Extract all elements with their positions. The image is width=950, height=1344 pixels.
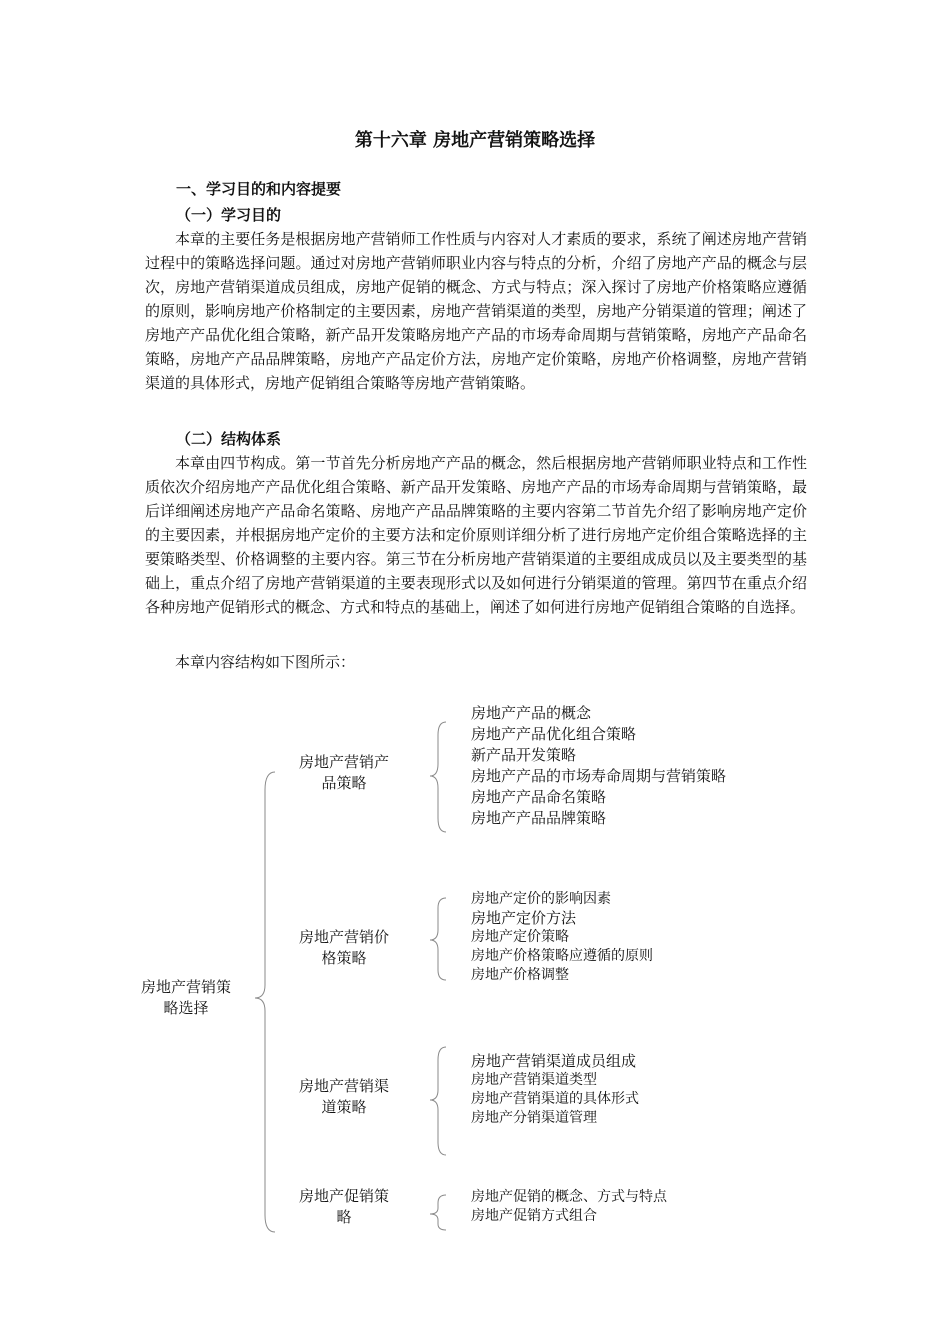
list-item: 房地产促销的概念、方式与特点 xyxy=(471,1189,667,1205)
list-item: 房地产价格策略应遵循的原则 xyxy=(471,948,653,964)
root-brace xyxy=(255,772,275,1232)
list-item: 房地产营销渠道成员组成 xyxy=(471,1052,637,1070)
list-item: 房地产产品的概念 xyxy=(471,704,592,722)
channel-brace xyxy=(430,1047,446,1155)
group-promotion: 房地产促销策略 xyxy=(298,1187,389,1226)
list-item: 房地产定价策略 xyxy=(471,929,569,945)
list-item: 房地产定价方法 xyxy=(471,909,577,927)
promotion-items xyxy=(471,1188,667,1226)
list-item: 房地产价格调整 xyxy=(471,967,569,983)
price-items xyxy=(471,890,653,985)
list-item: 房地产产品的市场寿命周期与营销策略 xyxy=(471,767,727,785)
promo-brace xyxy=(430,1195,446,1230)
subsection-heading-structure: （二）结构体系 xyxy=(176,430,282,448)
list-item: 房地产营销渠道的具体形式 xyxy=(471,1091,639,1107)
subsection-heading-purpose: （一）学习目的 xyxy=(176,206,282,224)
product-brace xyxy=(430,722,446,832)
section-heading: 一、学习目的和内容提要 xyxy=(176,180,342,198)
list-item: 房地产定价的影响因素 xyxy=(471,891,611,907)
group-product: 房地产营销产品策略 xyxy=(298,753,389,792)
list-item: 新产品开发策略 xyxy=(471,746,577,764)
list-item: 房地产分销渠道管理 xyxy=(471,1110,597,1126)
list-item: 房地产产品品牌策略 xyxy=(471,809,607,827)
group-channel: 房地产营销渠道策略 xyxy=(298,1077,389,1116)
structure-paragraph: 本章由四节构成。第一节首先分析房地产产品的概念，然后根据房地产营销师职业特点和工作性质依次介绍房地产产品优化组合策略、新产品开发策略、房地产产品的市场寿命周期与营销策略，最后详细阐述房地产产品命名策略、房地产产品品牌策略的主要内容第二节首先介绍了影响房地产定价的主要因素，并根据房地产定价的主要方法和定价原则详细分析了进行房地产定价组合策略选择的主要策略类型、价格调整的主要内容。第三节在分析房地产营销渠道的主要组成成员以及主要类型的基础上，重点介绍了房地产营销渠道的主要表现形式以及如何进行分销渠道的管理。第四节在重点介绍各种房地产促销形式的概念、方式和特点的基础上，阐述了如何进行房地产促销组合策略的自选择。 xyxy=(145,454,807,616)
product-items xyxy=(471,703,726,829)
page-title: 第十六章 房地产营销策略选择 xyxy=(354,130,596,151)
channel-items xyxy=(471,1052,639,1128)
group-price: 房地产营销价格策略 xyxy=(298,928,389,967)
price-brace xyxy=(430,898,446,980)
list-item: 房地产产品命名策略 xyxy=(471,788,607,806)
diagram-caption: 本章内容结构如下图所示： xyxy=(175,653,356,671)
list-item: 房地产营销渠道类型 xyxy=(471,1072,597,1088)
purpose-paragraph: 本章的主要任务是根据房地产营销师工作性质与内容对人才素质的要求，系统了阐述房地产营销过程中的策略选择问题。通过对房地产营销师职业内容与特点的分析，介绍了房地产产品的概念与层次，房地产营销渠道成员组成，房地产促销的概念、方式与特点；深入探讨了房地产价格策略应遵循的原则，影响房地产价格制定的主要因素，房地产营销渠道的类型，房地产分销渠道的管理；阐述了房地产产品优化组合策略，新产品开发策略房地产产品的市场寿命周期与营销策略，房地产产品命名策略，房地产产品品牌策略，房地产产品定价方法，房地产定价策略，房地产价格调整，房地产营销渠道的具体形式，房地产促销组合策略等房地产营销策略。 xyxy=(145,230,807,392)
diagram-root: 房地产营销策略选择 xyxy=(140,978,231,1017)
list-item: 房地产促销方式组合 xyxy=(471,1208,597,1224)
list-item: 房地产产品优化组合策略 xyxy=(471,725,637,743)
